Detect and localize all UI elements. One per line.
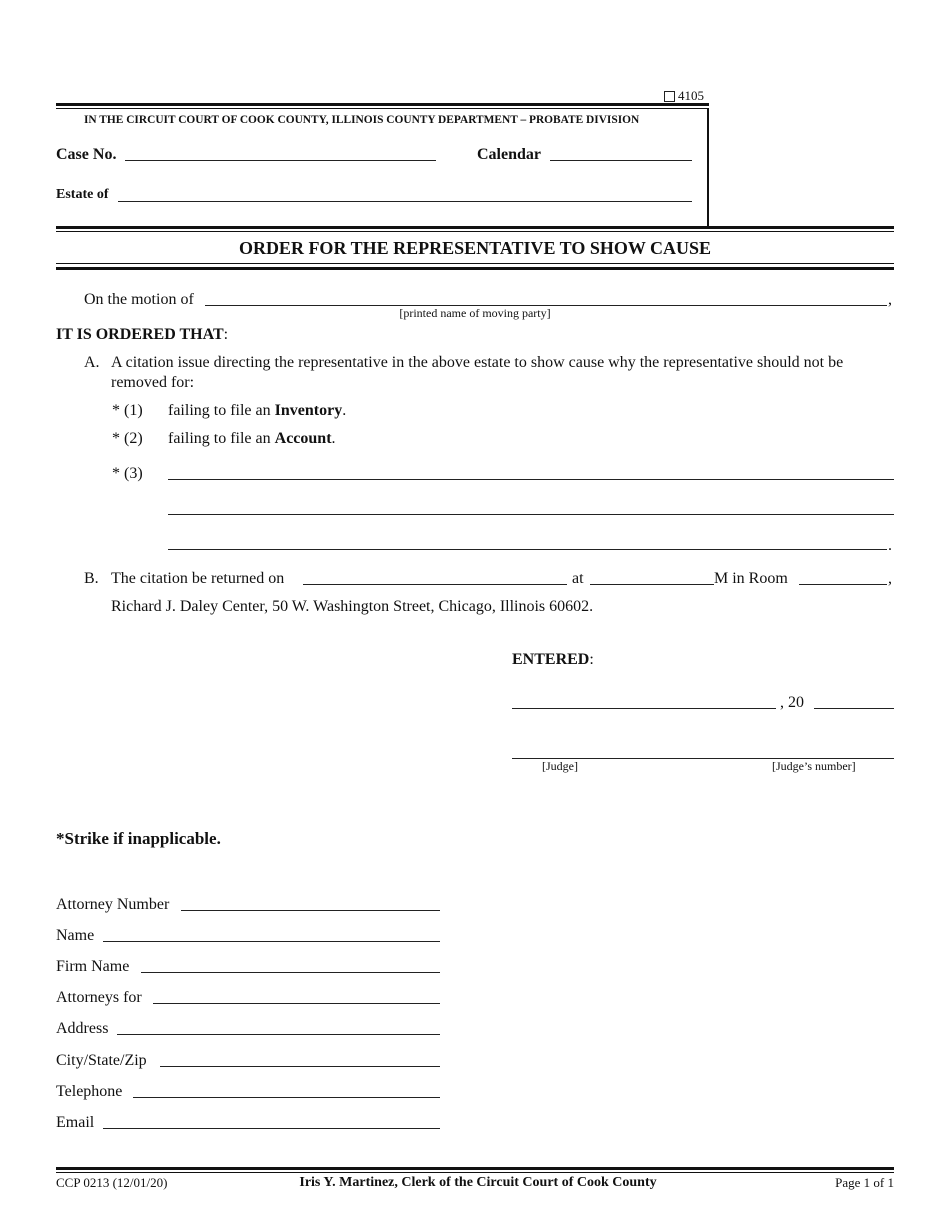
- footer-clerk: Iris Y. Martinez, Clerk of the Circuit Court of Cook County: [299, 1175, 657, 1190]
- judge-caption: [Judge]: [542, 759, 578, 773]
- entered-colon: :: [589, 651, 594, 668]
- title-bottom-rule-thick: [56, 267, 894, 270]
- attorney-telephone-field[interactable]: [133, 1081, 440, 1098]
- item-2-prefix: failing to file an: [168, 430, 275, 447]
- item-2-marker: * (2): [112, 430, 143, 447]
- item-3-marker: * (3): [112, 465, 143, 482]
- header-top-rule-thin: [56, 108, 709, 109]
- attorney-city-state-zip-label: City/State/Zip: [56, 1052, 147, 1069]
- item-2-text: [168, 429, 336, 449]
- entered-heading: [512, 650, 594, 670]
- item-3-end-period: .: [888, 537, 892, 554]
- header-top-rule-thick: [56, 103, 709, 106]
- motion-label: On the motion of: [84, 291, 194, 308]
- calendar-label: Calendar: [477, 146, 541, 163]
- attorney-telephone-label: Telephone: [56, 1083, 123, 1100]
- estate-field[interactable]: [118, 185, 692, 202]
- section-b-comma: ,: [888, 570, 892, 587]
- ordered-heading: [56, 325, 228, 345]
- item-2-bold: Account: [274, 430, 332, 447]
- return-date-field[interactable]: [303, 568, 567, 585]
- moving-party-caption: [printed name of moving party]: [399, 306, 551, 320]
- entered-label: ENTERED: [512, 651, 590, 668]
- item-1-marker: * (1): [112, 402, 143, 419]
- attorney-attorney-number-label: Attorney Number: [56, 896, 170, 913]
- section-b-at: at: [572, 570, 584, 587]
- entered-year-prefix: , 20: [780, 694, 804, 711]
- motion-comma: ,: [888, 291, 892, 308]
- page-title: ORDER FOR THE REPRESENTATIVE TO SHOW CAUSE: [238, 238, 712, 258]
- attorney-attorneys-for-label: Attorneys for: [56, 989, 142, 1006]
- item-3-field-line3[interactable]: [168, 533, 887, 550]
- form-code: [664, 88, 704, 104]
- attorney-attorney-number-field[interactable]: [181, 894, 440, 911]
- ordered-colon: :: [223, 326, 229, 343]
- case-no-field[interactable]: [125, 144, 436, 161]
- judge-signature-line[interactable]: [512, 742, 894, 759]
- section-a-text-line1: A citation issue directing the representative in the above estate to show cause why the representative should not be: [111, 354, 844, 371]
- calendar-field[interactable]: [550, 144, 692, 161]
- attorney-email-field[interactable]: [103, 1112, 440, 1129]
- checkbox-icon[interactable]: [664, 91, 675, 102]
- item-1-suffix: .: [342, 402, 347, 419]
- section-a-letter: A.: [84, 354, 100, 371]
- return-time-field[interactable]: [590, 568, 714, 585]
- case-no-label: Case No.: [56, 146, 117, 163]
- form-code-number: 4105: [678, 88, 704, 103]
- footer-rule-thin: [56, 1172, 894, 1173]
- attorney-attorneys-for-field[interactable]: [153, 987, 440, 1004]
- judge-number-caption: [Judge’s number]: [772, 759, 856, 773]
- attorney-name-field[interactable]: [103, 925, 440, 942]
- attorney-email-label: Email: [56, 1114, 95, 1131]
- footer-rule-thick: [56, 1167, 894, 1170]
- item-1-prefix: failing to file an: [168, 402, 275, 419]
- attorney-name-label: Name: [56, 927, 95, 944]
- item-3-field-line1[interactable]: [168, 463, 894, 480]
- room-field[interactable]: [799, 568, 887, 585]
- ordered-label: IT IS ORDERED THAT: [56, 326, 224, 343]
- item-1-text: [168, 401, 346, 421]
- title-top-rule-thin: [56, 231, 894, 232]
- attorney-firm-name-field[interactable]: [141, 956, 440, 973]
- court-heading: IN THE CIRCUIT COURT OF COOK COUNTY, ILLINOIS COUNTY DEPARTMENT – PROBATE DIVISION: [84, 114, 640, 126]
- section-b-address: Richard J. Daley Center, 50 W. Washington Street, Chicago, Illinois 60602.: [111, 598, 594, 615]
- item-2-suffix: .: [331, 430, 336, 447]
- footer-form-id: CCP 0213 (12/01/20): [56, 1175, 168, 1190]
- footer-page: Page 1 of 1: [835, 1175, 894, 1190]
- title-bottom-rule-thin: [56, 263, 894, 264]
- attorney-address-field[interactable]: [117, 1018, 440, 1035]
- section-b-text: The citation be returned on: [111, 570, 285, 587]
- item-1-bold: Inventory: [274, 402, 343, 419]
- moving-party-field[interactable]: [205, 289, 887, 306]
- attorney-address-label: Address: [56, 1020, 109, 1037]
- strike-note: *Strike if inapplicable.: [56, 829, 221, 848]
- header-box-vertical-rule: [707, 108, 709, 226]
- attorney-firm-name-label: Firm Name: [56, 958, 130, 975]
- section-b-letter: B.: [84, 570, 99, 587]
- section-a-text-line2: removed for:: [111, 374, 195, 391]
- section-b-m-in-room: M in Room: [714, 570, 788, 587]
- item-3-field-line2[interactable]: [168, 498, 894, 515]
- entered-year-field[interactable]: [814, 692, 894, 709]
- estate-label: Estate of: [56, 187, 109, 202]
- attorney-city-state-zip-field[interactable]: [160, 1050, 440, 1067]
- title-top-rule-thick: [56, 226, 894, 229]
- entered-date-field[interactable]: [512, 692, 776, 709]
